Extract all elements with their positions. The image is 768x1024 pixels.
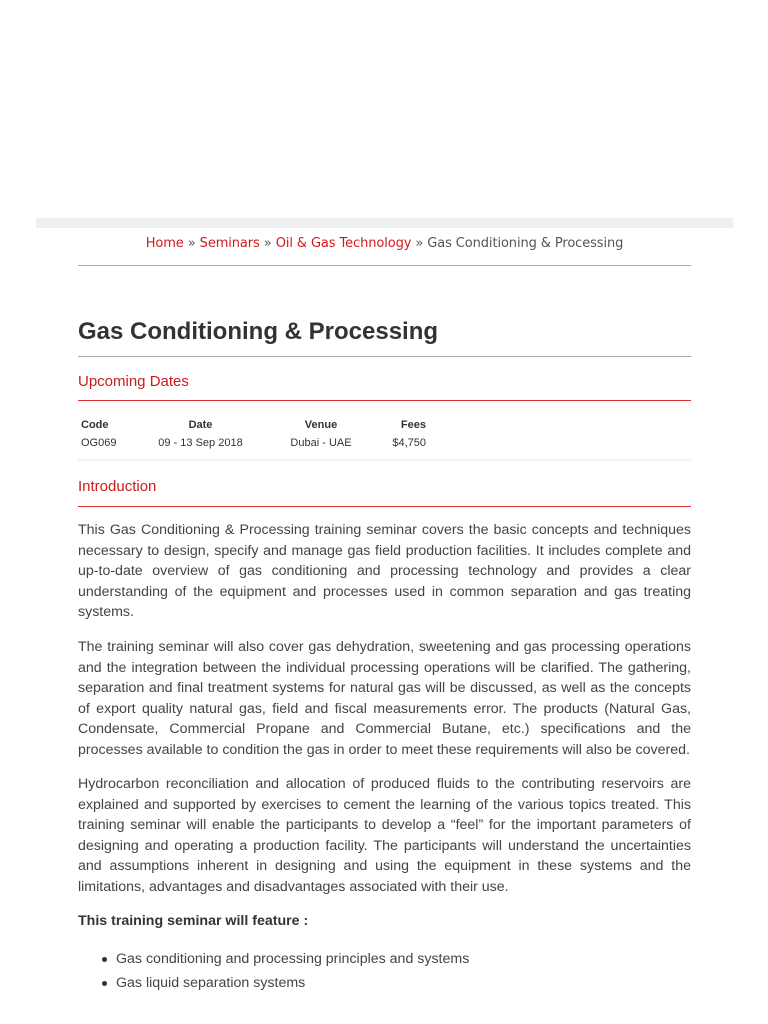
header-divider-bar	[36, 218, 733, 228]
upcoming-dates-table	[78, 416, 429, 452]
column-header-date: Date	[188, 419, 213, 431]
cell-date: 09 - 13 Sep 2018	[158, 437, 243, 449]
upcoming-dates-heading: Upcoming Dates	[78, 373, 189, 390]
bullet-icon	[102, 957, 107, 962]
breadcrumb-separator: »	[263, 236, 272, 251]
breadcrumb-home-link[interactable]: Home	[145, 236, 184, 251]
cell-code: OG069	[81, 437, 117, 449]
table-row[interactable]	[78, 434, 429, 452]
breadcrumb-divider	[78, 265, 691, 266]
column-header-code: Code	[81, 419, 109, 431]
blank-header-area	[0, 0, 768, 218]
breadcrumb-separator: »	[187, 236, 196, 251]
cell-fees: $4,750	[392, 437, 426, 449]
features-list	[116, 947, 469, 995]
intro-paragraph: Hydrocarbon reconciliation and allocation of produced fluids to the contributing reservoirs are explained and supported by exercises to cement the learning of the various topics treated. This training seminar will enable the participants to develop a “feel” for the important parameters of designing and operating a production facility. The participants will understand the uncertainties and assumptions inherent in designing and using the equipment in these systems and the limitations, advantages and disadvantages associated with their use.	[78, 776, 691, 895]
table-header-row	[78, 416, 429, 434]
page-title: Gas Conditioning & Processing	[78, 318, 439, 345]
list-item	[116, 971, 469, 995]
breadcrumb-current: Gas Conditioning & Processing	[427, 236, 624, 251]
upcoming-dates-divider	[78, 400, 691, 401]
breadcrumb	[78, 234, 691, 256]
title-divider	[78, 356, 691, 357]
breadcrumb-category-link[interactable]: Oil & Gas Technology	[275, 236, 412, 251]
breadcrumb-separator: »	[415, 236, 424, 251]
introduction-heading: Introduction	[78, 478, 157, 495]
list-item	[116, 947, 469, 971]
column-header-venue: Venue	[304, 419, 338, 431]
feature-text: Gas liquid separation systems	[116, 975, 306, 991]
column-header-fees: Fees	[400, 419, 426, 431]
introduction-divider	[78, 506, 691, 507]
intro-paragraph: The training seminar will also cover gas dehydration, sweetening and gas processing operations and the integration between the individual processing operations will be clarified. The gathering, separation and final treatment systems for natural gas will be discussed, as well as the concepts of export quality natural gas, field and fiscal measurements error. The products (Natural Gas, Condensate, Commercial Propane and Commercial Butane, etc.) specifications and the processes available to condition the gas in order to meet these requirements will also be covered.	[78, 639, 691, 758]
cell-venue: Dubai - UAE	[290, 437, 352, 449]
intro-paragraph: This Gas Conditioning & Processing training seminar covers the basic concepts and techniques necessary to design, specify and manage gas field production facilities. It includes complete and up-to-date overview of gas conditioning and processing technology and provides a clear understanding of the equipment and processes used in common separation and gas treating systems.	[78, 522, 691, 620]
breadcrumb-seminars-link[interactable]: Seminars	[199, 236, 260, 251]
table-scrollbar[interactable]	[78, 459, 691, 461]
bullet-icon	[102, 981, 107, 986]
features-heading: This training seminar will feature :	[78, 913, 309, 929]
feature-text: Gas conditioning and processing principles and systems	[116, 951, 470, 967]
